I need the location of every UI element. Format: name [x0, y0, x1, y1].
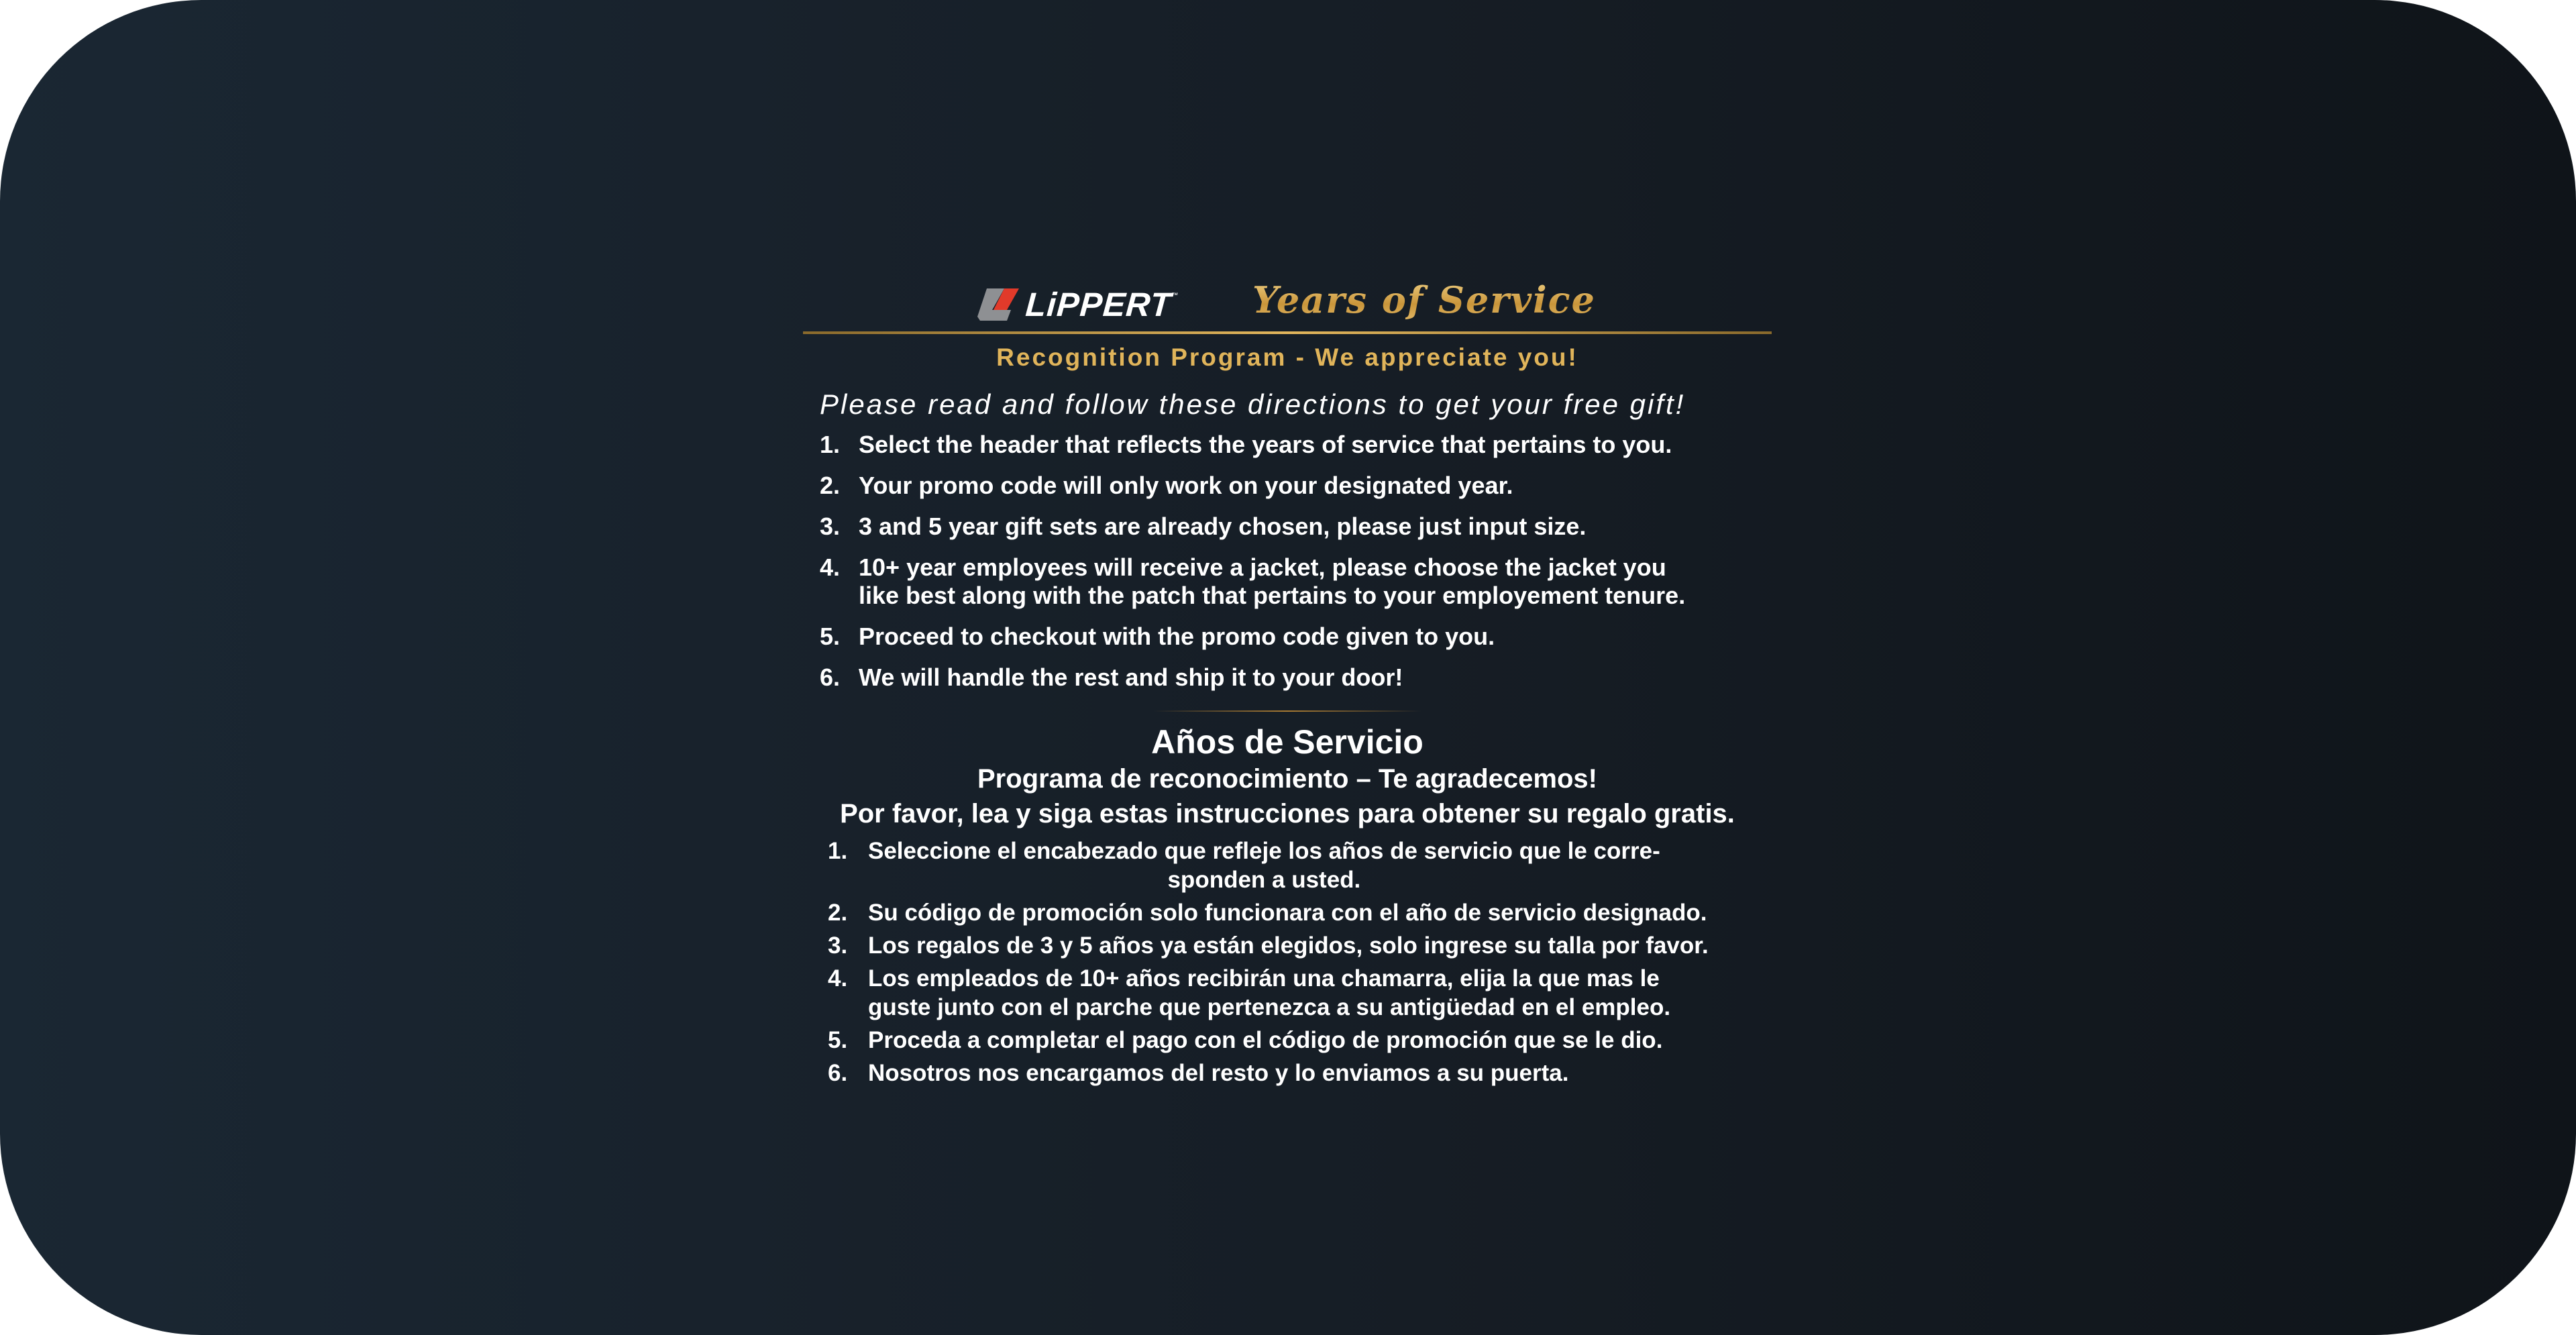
spanish-intro: Por favor, lea y siga estas instrucciones para obtener su regalo gratis. [840, 799, 1735, 829]
lippert-logo-mark-icon [977, 287, 1020, 322]
step-number: 1. [828, 838, 848, 864]
spanish-title: Años de Servicio [1151, 723, 1424, 761]
step-number: 5. [828, 1027, 848, 1053]
step-text: Seleccione el encabezado que refleje los años de servicio que le corre- sponden a usted. [868, 838, 1660, 893]
list-item [820, 663, 1772, 692]
list-item [828, 898, 1772, 927]
gold-divider [803, 331, 1772, 334]
spanish-steps [803, 837, 1772, 1087]
logo-trademark: ™ [1171, 292, 1179, 299]
step-number: 1. [820, 431, 841, 458]
list-item [828, 837, 1772, 894]
step-text: Su código de promoción solo funcionara con el año de servicio designado. [868, 900, 1707, 926]
step-number: 5. [820, 623, 841, 650]
list-item [820, 513, 1772, 541]
lippert-logo [977, 285, 1178, 324]
step-text: Los regalos de 3 y 5 años ya están elegidos, solo ingrese su talla por favor. [868, 932, 1709, 959]
header [803, 272, 1772, 329]
list-item [828, 964, 1772, 1022]
step-text: 3 and 5 year gift sets are already chosen, please just input size. [859, 513, 1587, 540]
logo-wordmark: LiPPERT [1024, 286, 1173, 323]
list-item [828, 931, 1772, 960]
list-item [820, 623, 1772, 651]
page-title: Years of Service [1252, 278, 1596, 321]
page-subtitle: Recognition Program - We appreciate you! [996, 343, 1578, 371]
list-item [820, 472, 1772, 500]
spanish-subtitle: Programa de reconocimiento – Te agradecemos! [977, 764, 1597, 794]
step-text: Nosotros nos encargamos del resto y lo enviamos a su puerta. [868, 1060, 1569, 1086]
step-number: 4. [828, 965, 848, 992]
list-item [828, 1026, 1772, 1055]
step-number: 2. [820, 472, 841, 499]
step-text: Select the header that reflects the years of service that pertains to you. [859, 431, 1672, 458]
english-intro: Please read and follow these directions to get your free gift! [820, 388, 1686, 420]
step-text: Proceed to checkout with the promo code given to you. [859, 623, 1495, 650]
step-number: 2. [828, 900, 848, 926]
step-number: 4. [820, 553, 841, 581]
section-divider [1153, 710, 1421, 712]
step-text: Los empleados de 10+ años recibirán una chamarra, elija la que mas le guste junto con el parche que pertenezca a su antigüedad en el empleo. [868, 965, 1671, 1020]
step-number: 6. [820, 663, 841, 691]
step-text: Your promo code will only work on your designated year. [859, 472, 1513, 499]
list-item [820, 431, 1772, 459]
step-text: We will handle the rest and ship it to your door! [859, 663, 1403, 691]
step-text: 10+ year employees will receive a jacket, please choose the jacket you like best along with the patch that pertains to your employement tenure. [859, 553, 1686, 609]
step-number: 3. [828, 932, 848, 959]
step-text: Proceda a completar el pago con el código de promoción que se le dio. [868, 1027, 1663, 1053]
step-number: 3. [820, 513, 841, 540]
step-number: 6. [828, 1060, 848, 1086]
instructions-content [803, 272, 1772, 1091]
list-item [828, 1059, 1772, 1087]
list-item [820, 553, 1772, 610]
english-steps [803, 431, 1772, 692]
